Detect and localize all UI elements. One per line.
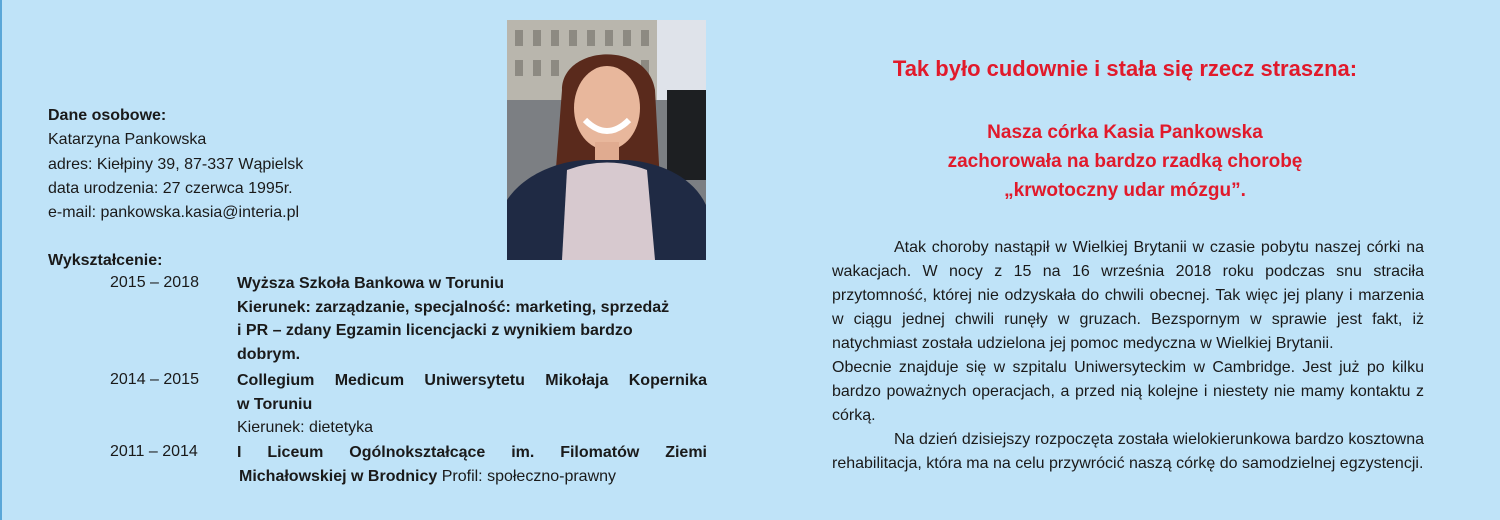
person-name: Katarzyna Pankowska	[48, 131, 207, 148]
school-name: I Liceum Ogólnokształcące im. Filomatów Ziemi	[237, 444, 707, 461]
school-name-cont: w Toruniu	[237, 395, 313, 413]
education-detail: dobrym.	[237, 345, 301, 363]
education-detail: Kierunek: dietetyka	[237, 419, 374, 436]
education-entry	[237, 272, 707, 366]
person-email: e-mail: pankowska.kasia@interia.pl	[48, 204, 300, 221]
education-heading: Wykształcenie:	[48, 252, 163, 269]
school-name: Collegium Medicum Uniwersytetu Mikołaja Kopernika	[237, 372, 707, 389]
subtitle-line: zachorowała na bardzo rzadką chorobę	[947, 151, 1303, 172]
story-subtitle	[750, 118, 1500, 205]
subtitle-line: Nasza córka Kasia Pankowska	[987, 122, 1263, 143]
person-address: adres: Kiełpiny 39, 87-337 Wąpielsk	[48, 156, 304, 173]
story-paragraph: Na dzień dzisiejszy rozpoczęta została wielokierunkowa bardzo kosztowna rehabilitacja, która ma na celu przywrócić naszą córkę do samodzielnej egzystencji.	[832, 431, 1424, 472]
personal-data-heading: Dane osobowe:	[48, 107, 167, 124]
education-years: 2015 – 2018	[110, 274, 199, 291]
education-detail: Profil: społeczno-prawny	[437, 467, 617, 485]
person-birthdate: data urodzenia: 27 czerwca 1995r.	[48, 180, 293, 197]
story-text	[832, 236, 1424, 476]
education-detail: i PR – zdany Egzamin licencjacki z wynikiem bardzo	[237, 322, 633, 339]
education-entry	[237, 369, 707, 440]
education-entry	[237, 441, 707, 488]
subtitle-line: „krwotoczny udar mózgu”.	[1004, 180, 1246, 201]
story-paragraph: Atak choroby nastąpił w Wielkiej Brytanii w czasie pobytu naszej córki na wakacjach. W nocy z 15 na 16 września 2018 roku podczas snu straciła przytomność, której nie odzyskała do chwili obecnej. Tak więc jej plany i marzenia w ciągu jednej chwili runęły w gruzach. Bezspornym w sprawie jest fakt, iż natychmiast została udzielona jej pomoc medyczna w Wielkiej Brytanii.	[832, 239, 1424, 352]
story-paragraph: Obecnie znajduje się w szpitalu Uniwersyteckim w Cambridge. Jest już po kilku bardzo poważnych operacjach, a przed nią kolejne i niestety nie mamy kontaktu z córką.	[832, 359, 1424, 424]
portrait-photo	[507, 20, 706, 260]
school-name-cont: Michałowskiej w Brodnicy	[239, 467, 438, 485]
story-title: Tak było cudownie i stała się rzecz straszna:	[892, 56, 1358, 81]
education-years: 2011 – 2014	[110, 443, 198, 460]
education-detail: Kierunek: zarządzanie, specjalność: marketing, sprzedaż	[237, 298, 670, 316]
school-name: Wyższa Szkoła Bankowa w Toruniu	[237, 275, 505, 292]
education-years: 2014 – 2015	[110, 371, 199, 388]
